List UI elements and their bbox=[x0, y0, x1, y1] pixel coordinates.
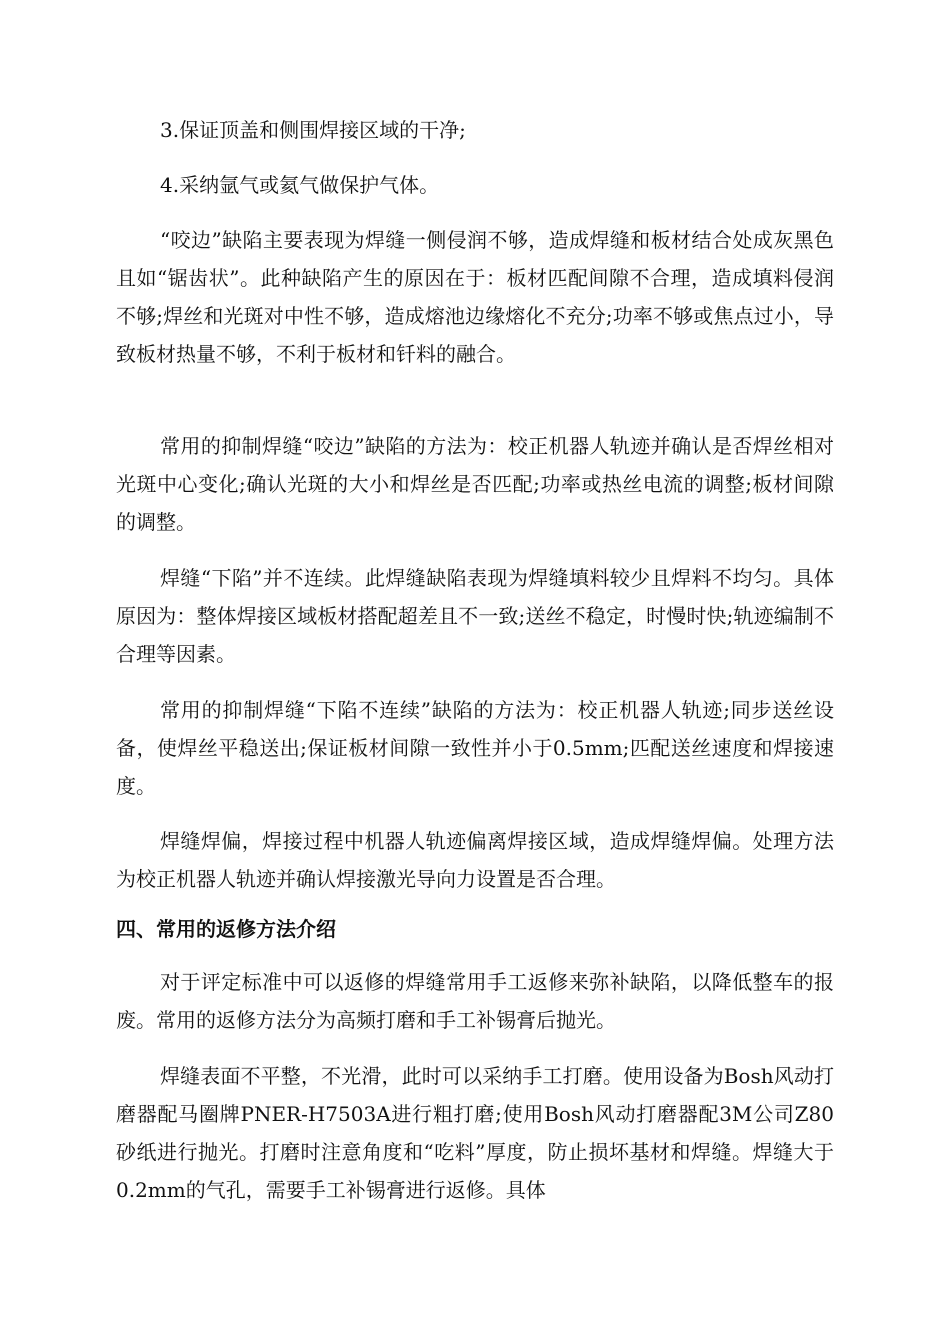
paragraph-repair-intro: 对于评定标准中可以返修的焊缝常用手工返修来弥补缺陷，以降低整车的报废。常用的返修方法分为高频打磨和手工补锡膏后抛光。 bbox=[116, 970, 834, 1032]
list-item-4: 4.采纳氩气或氦气做保护气体。 bbox=[160, 173, 440, 197]
paragraph-sag-remedy: 常用的抑制焊缝“下陷不连续”缺陷的方法为：校正机器人轨迹;同步送丝设备，使焊丝平稳送出;保证板材间隙一致性并小于0.5mm;匹配送丝速度和焊接速度。 bbox=[116, 698, 834, 798]
list-item-3: 3.保证顶盖和侧围焊接区域的干净; bbox=[160, 118, 466, 142]
paragraph-offset-weld: 焊缝焊偏，焊接过程中机器人轨迹偏离焊接区域，造成焊缝焊偏。处理方法为校正机器人轨迹并确认焊接激光导向力设置是否合理。 bbox=[116, 829, 834, 891]
section-heading: 四、常用的返修方法介绍 bbox=[116, 917, 336, 941]
paragraph-grinding: 焊缝表面不平整，不光滑，此时可以采纳手工打磨。使用设备为Bosh风动打磨器配马圈牌PNER-H7503A进行粗打磨;使用Bosh风动打磨器配3M公司Z80砂纸进行抛光。打磨时注意角度和“吃料”厚度，防止损坏基材和焊缝。焊缝大于0.2mm的气孔，需要手工补锡膏进行返修。具体 bbox=[116, 1064, 834, 1202]
paragraph-sag-defect: 焊缝“下陷”并不连续。此焊缝缺陷表现为焊缝填料较少且焊料不均匀。具体原因为：整体焊接区域板材搭配超差且不一致;送丝不稳定，时慢时快;轨迹编制不合理等因素。 bbox=[116, 566, 834, 666]
paragraph-undercut-defect: “咬边”缺陷主要表现为焊缝一侧侵润不够，造成焊缝和板材结合处成灰黑色且如“锯齿状”。此种缺陷产生的原因在于：板材匹配间隙不合理，造成填料侵润不够;焊丝和光斑对中性不够，造成熔池边缘熔化不充分;功率不够或焦点过小，导致板材热量不够，不利于板材和钎料的融合。 bbox=[116, 228, 834, 366]
paragraph-undercut-remedy: 常用的抑制焊缝“咬边”缺陷的方法为：校正机器人轨迹并确认是否焊丝相对光斑中心变化;确认光斑的大小和焊丝是否匹配;功率或热丝电流的调整;板材间隙的调整。 bbox=[116, 434, 834, 534]
